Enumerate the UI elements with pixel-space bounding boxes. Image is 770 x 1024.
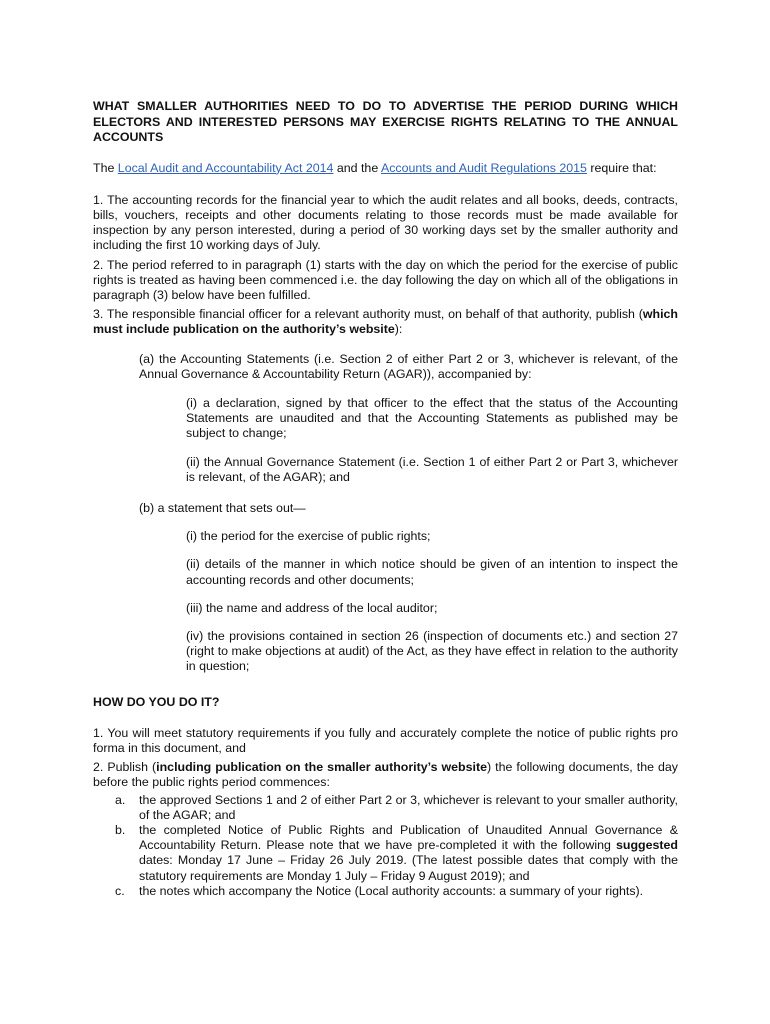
list-marker: a. bbox=[115, 792, 126, 807]
list-item-text: the notes which accompany the Notice (Local authority accounts: a summary of your rights). bbox=[139, 883, 644, 898]
how-step-2 bbox=[93, 760, 678, 790]
paragraph-3 bbox=[93, 307, 678, 337]
list-item bbox=[93, 884, 678, 899]
regulations-2015-link[interactable]: Accounts and Audit Regulations 2015 bbox=[380, 160, 587, 175]
clause-b: (b) a statement that sets out— bbox=[139, 500, 306, 515]
list-item-text-post: dates: Monday 17 June – Friday 26 July 2019. (The latest possible dates that comply with the statutory requirements are Monday 1 July – Friday 9 August 2019); and bbox=[139, 853, 678, 883]
clause-b-iii: (iii) the name and address of the local auditor; bbox=[186, 600, 438, 615]
paragraph-2: 2. The period referred to in paragraph (1) starts with the day on which the period for the exercise of public rights is treated as having been commenced i.e. the day following the day on which all of the obligations in paragraph (3) below have been fulfilled. bbox=[93, 257, 678, 302]
clause-a-i: (i) a declaration, signed by that officer to the effect that the status of the Accounting Statements are unaudited and that the Accounting Statements as published may be subject to change; bbox=[186, 395, 678, 441]
list-item-text-pre: the completed Notice of Public Rights and Publication of Unaudited Annual Governance & Accountability Return. Please note that we have pre-completed it with the following bbox=[139, 823, 678, 853]
list-item-text: the approved Sections 1 and 2 of either Part 2 or 3, whichever is relevant to your smaller authority, of the AGAR; and bbox=[139, 792, 678, 822]
clause-a: (a) the Accounting Statements (i.e. Section 2 of either Part 2 or 3, whichever is relevant, of the Annual Governance & Accountability Return (AGAR)), accompanied by: bbox=[139, 351, 678, 381]
paragraph-3-suffix: ): bbox=[394, 322, 403, 337]
how-step-2-bold: including publication on the smaller authority’s website bbox=[156, 760, 487, 775]
document-title: WHAT SMALLER AUTHORITIES NEED TO DO TO ADVERTISE THE PERIOD DURING WHICH ELECTORS AND INTERESTED PERSONS MAY EXERCISE RIGHTS RELATING TO THE ANNUAL ACCOUNTS bbox=[93, 99, 678, 144]
act-2014-link[interactable]: Local Audit and Accountability Act 2014 bbox=[117, 160, 334, 175]
paragraph-1: 1. The accounting records for the financial year to which the audit relates and all books, deeds, contracts, bills, vouchers, receipts and other documents relating to those records must be made available for inspection by any person interested, during a period of 30 working days set by the smaller authority and including the first 10 working days of July. bbox=[93, 192, 678, 253]
clause-b-ii: (ii) details of the manner in which notice should be given of an intention to inspect the accounting records and other documents; bbox=[186, 557, 678, 587]
list-marker: b. bbox=[115, 823, 126, 837]
intro-prefix: The bbox=[93, 160, 118, 175]
paragraph-3-bold: which must include publication on the authority’s website bbox=[93, 307, 678, 337]
list-marker: c. bbox=[115, 883, 125, 898]
clause-a-ii: (ii) the Annual Governance Statement (i.e. Section 1 of either Part 2 or Part 3, whichever is relevant, of the AGAR); and bbox=[186, 454, 678, 484]
list-item bbox=[93, 823, 678, 884]
document-page bbox=[93, 99, 678, 899]
how-step-1: 1. You will meet statutory requirements if you fully and accurately complete the notice of public rights pro forma in this document, and bbox=[93, 725, 678, 755]
intro-middle: and the bbox=[333, 160, 381, 175]
clause-b-iv: (iv) the provisions contained in section 26 (inspection of documents etc.) and section 27 (right to make objections at audit) of the Act, as they have effect in relation to the authority in question; bbox=[186, 628, 678, 674]
paragraph-3-prefix: 3. The responsible financial officer for a relevant authority must, on behalf of that authority, publish ( bbox=[93, 307, 643, 322]
how-step-2-prefix: 2. Publish ( bbox=[93, 760, 157, 775]
clause-b-i: (i) the period for the exercise of public rights; bbox=[186, 529, 431, 544]
list-item-bold: suggested bbox=[616, 838, 678, 853]
list-item bbox=[93, 793, 678, 823]
how-heading: HOW DO YOU DO IT? bbox=[93, 694, 220, 709]
intro-paragraph bbox=[93, 161, 678, 176]
documents-list bbox=[93, 793, 678, 899]
how-step-2-suffix: ) the following documents, the day before the public rights period commences: bbox=[93, 760, 678, 790]
intro-suffix: require that: bbox=[586, 160, 657, 175]
